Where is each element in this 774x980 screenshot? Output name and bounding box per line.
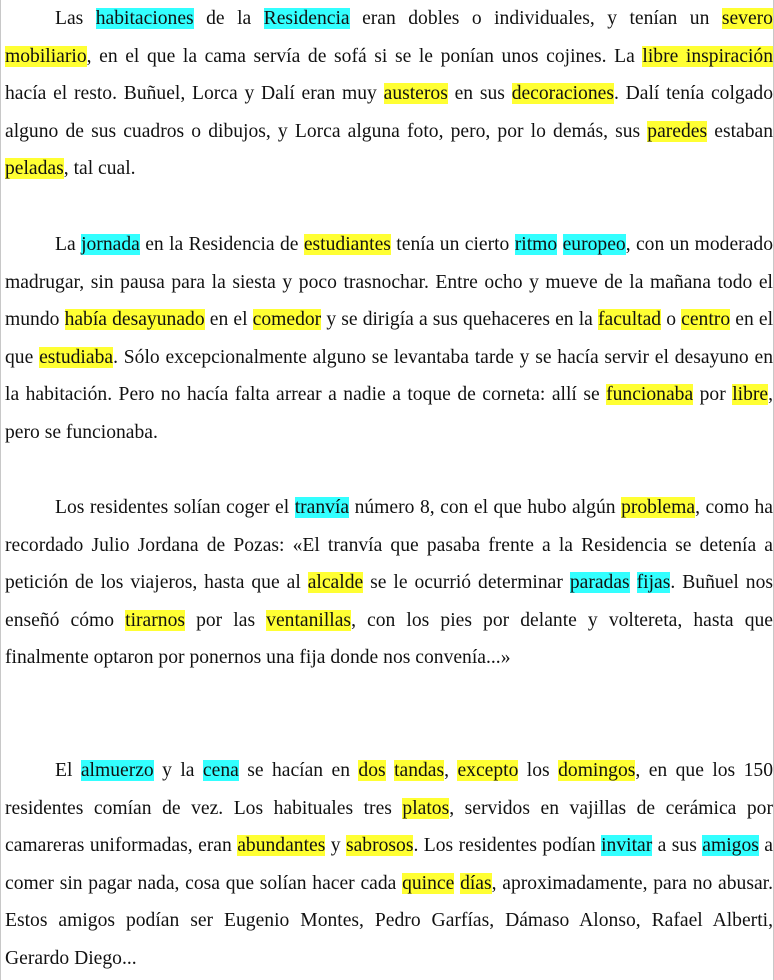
highlighted-word-yellow: estudiaba bbox=[39, 346, 114, 368]
text-run: , servidos en vajillas de cerámica por camareras uniformadas, eran bbox=[5, 797, 773, 857]
highlighted-word-cyan: fijas bbox=[636, 572, 671, 594]
text-run: por bbox=[693, 384, 733, 406]
highlighted-word-yellow: abundantes bbox=[237, 835, 326, 857]
highlighted-word-cyan: habitaciones bbox=[95, 8, 194, 29]
highlighted-word-yellow: ventanillas bbox=[266, 609, 352, 631]
highlighted-word-yellow: centro bbox=[681, 309, 731, 331]
paragraph-1 bbox=[5, 0, 773, 188]
text-run: y la bbox=[153, 760, 203, 781]
highlighted-word-cyan: paradas bbox=[569, 572, 630, 594]
highlighted-word-yellow: facultad bbox=[598, 309, 662, 331]
text-run bbox=[557, 234, 562, 255]
text-run: a comer sin pagar nada, cosa que solían hacer cada bbox=[5, 835, 773, 894]
highlighted-word-yellow: decoraciones bbox=[511, 83, 614, 105]
text-run: , como ha recordado Julio Jordana de Pozas: «El tranvía que pasaba frente a la Residencia se detenía a petición de los viajeros, hasta que al bbox=[5, 497, 773, 594]
text-run: se le ocurrió determinar bbox=[363, 572, 570, 594]
highlighted-word-yellow: comedor bbox=[252, 309, 322, 331]
text-run: hacía el resto. Buñuel, Lorca y Dalí eran muy bbox=[5, 83, 384, 105]
text-run: en sus bbox=[447, 83, 512, 105]
text-run: de la bbox=[193, 8, 264, 29]
text-run: y bbox=[325, 835, 346, 857]
highlighted-word-yellow: tirarnos bbox=[125, 609, 185, 631]
text-run: Las bbox=[55, 8, 96, 29]
text-run: , bbox=[444, 760, 458, 781]
highlighted-word-yellow: platos bbox=[402, 797, 450, 819]
text-run: eran dobles o individuales, y tenían un bbox=[349, 8, 722, 29]
text-run: en el que bbox=[5, 309, 774, 368]
highlighted-word-yellow: dos bbox=[358, 760, 386, 781]
highlighted-word-yellow: estudiantes bbox=[303, 234, 391, 255]
text-run: , en que los 150 residentes comían de vez. Los habituales tres bbox=[5, 760, 773, 819]
text-run: . Buñuel nos enseñó cómo bbox=[5, 572, 773, 631]
text-run: Los residentes solían coger el bbox=[55, 497, 295, 518]
highlighted-word-cyan: jornada bbox=[81, 234, 140, 255]
highlighted-word-yellow: sabrosos bbox=[345, 835, 414, 857]
highlighted-word-yellow: paredes bbox=[647, 120, 708, 142]
highlighted-word-yellow: libre inspiración bbox=[642, 45, 773, 67]
highlighted-word-yellow: quince bbox=[402, 872, 455, 894]
text-run: , aproximadamente, para no abusar. Estos amigos podían ser Eugenio Montes, Pedro Garfías, Dámaso Alonso, Rafael Alberti, Gerardo Diego... bbox=[5, 872, 774, 969]
text-run: , tal cual. bbox=[63, 158, 136, 180]
text-run: , con los pies por delante y voltereta, hasta que finalmente optaron por ponernos una fija donde nos convenía...» bbox=[5, 609, 773, 669]
text-run bbox=[386, 760, 394, 781]
text-run: , en el que la cama servía de sofá si se le ponían unos cojines. La bbox=[86, 45, 643, 67]
text-run: , pero se funcionaba. bbox=[5, 384, 774, 443]
text-run: El bbox=[55, 760, 81, 781]
highlighted-word-yellow: libre bbox=[732, 384, 769, 406]
text-run: , con un moderado madrugar, sin pausa para la siesta y poco trasnochar. Entre ocho y mueve de la mañana todo el mundo bbox=[5, 234, 773, 331]
text-run: se hacían en bbox=[238, 760, 359, 781]
paragraph-3 bbox=[5, 489, 773, 677]
text-run: . Dalí tenía colgado alguno de sus cuadros o dibujos, y Lorca alguna foto, pero, por lo demás, sus bbox=[5, 83, 773, 142]
highlighted-word-yellow: alcalde bbox=[307, 572, 364, 594]
highlighted-word-yellow: severo mobiliario bbox=[5, 8, 773, 67]
text-run: . Los residentes podían bbox=[413, 835, 602, 857]
text-run: . Sólo excepcionalmente alguno se levantaba tarde y se hacía servir el desayuno en la habitación. Pero no hacía falta arrear a nadie a toque de corneta: allí se bbox=[5, 346, 773, 406]
text-run: tenía un cierto bbox=[390, 234, 515, 255]
text-run: estaban bbox=[707, 120, 773, 142]
text-run bbox=[630, 572, 637, 593]
text-run: en la Residencia de bbox=[139, 234, 304, 255]
highlighted-word-yellow: peladas bbox=[5, 158, 64, 180]
highlighted-word-yellow: funcionaba bbox=[606, 384, 694, 406]
text-run: y se dirigía a sus quehaceres en la bbox=[321, 309, 598, 331]
highlighted-word-cyan: almuerzo bbox=[80, 760, 154, 781]
highlighted-word-cyan: invitar bbox=[601, 835, 653, 857]
paragraph-2 bbox=[5, 226, 773, 452]
highlighted-word-yellow: domingos bbox=[558, 760, 636, 781]
highlighted-word-yellow: problema bbox=[621, 497, 696, 518]
text-run: La bbox=[55, 234, 82, 255]
text-run: o bbox=[661, 309, 682, 331]
text-run: a sus bbox=[652, 835, 703, 857]
highlighted-word-cyan: tranvía bbox=[294, 497, 350, 518]
highlighted-word-yellow: días bbox=[460, 872, 492, 894]
highlighted-word-cyan: amigos bbox=[702, 835, 759, 857]
highlighted-word-yellow: había desayunado bbox=[64, 309, 205, 331]
text-run: número 8, con el que hubo algún bbox=[349, 497, 622, 518]
highlighted-word-yellow: excepto bbox=[457, 760, 519, 781]
highlighted-word-cyan: europeo bbox=[562, 234, 626, 255]
paragraph-4 bbox=[5, 752, 773, 978]
highlighted-word-yellow: austeros bbox=[383, 83, 448, 105]
text-run: por las bbox=[185, 609, 267, 631]
highlighted-word-cyan: ritmo bbox=[514, 234, 558, 255]
highlighted-word-cyan: Residencia bbox=[263, 8, 350, 29]
text-run: en el bbox=[204, 309, 253, 331]
highlighted-word-cyan: cena bbox=[202, 760, 239, 781]
text-run: los bbox=[518, 760, 559, 781]
highlighted-word-yellow: tandas bbox=[394, 760, 445, 781]
